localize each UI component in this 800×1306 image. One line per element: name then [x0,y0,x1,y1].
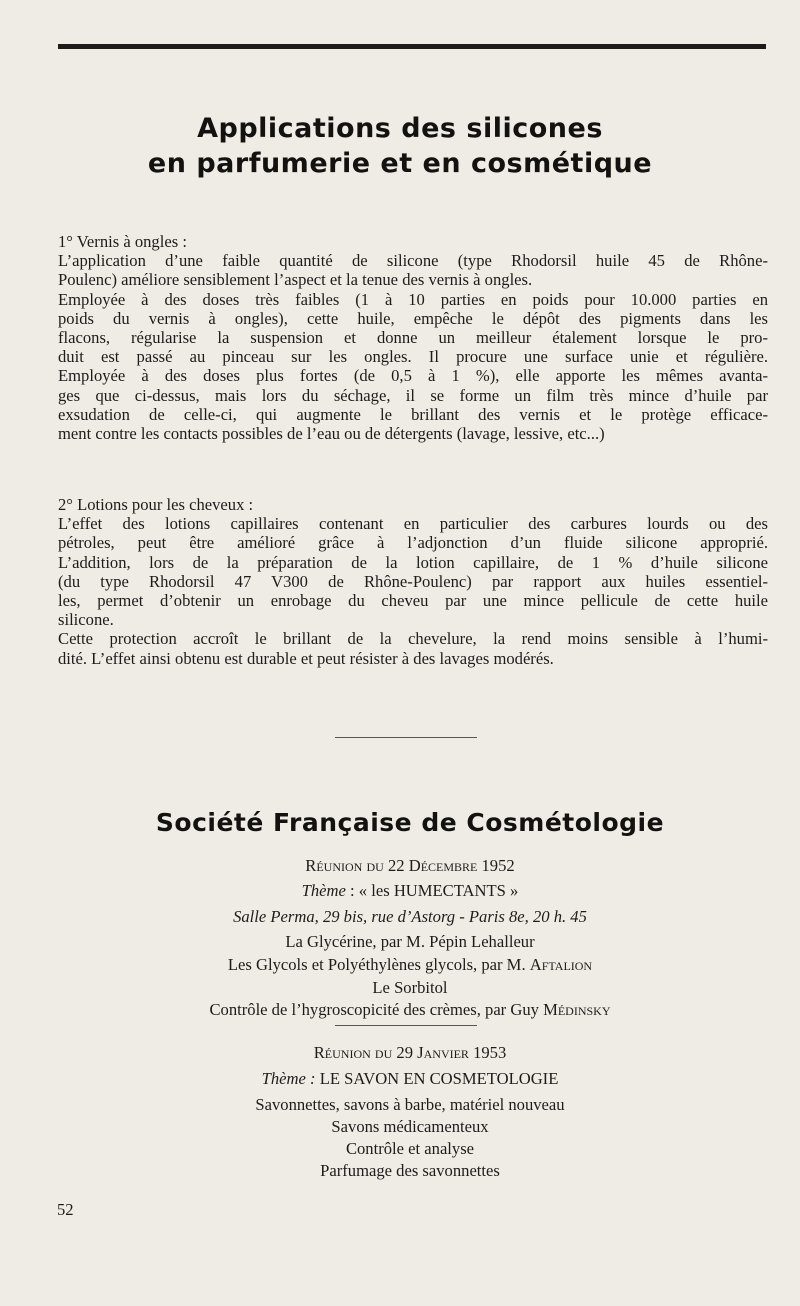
meeting1-theme-label: Thème [301,881,346,900]
text-line: ment contre les contacts possibles de l’eau ou de détergents (lavage, lessive, etc...) [58,424,605,444]
society-title: Société Française de Cosmétologie [155,808,665,837]
meeting2-item: Parfumage des savonnettes [320,1161,500,1180]
text-line: dité. L’effet ainsi obtenu est durable et peut résister à des lavages modérés. [58,648,554,668]
section-divider [335,737,477,738]
meeting1-talk [40,955,780,975]
text-line: L’application d’une faible quantité de silicone (type Rhodorsil huile 45 de Rhône- [58,251,768,271]
text-line: (du type Rhodorsil 47 V300 de Rhône-Poulenc) par rapport aux huiles essentiel- [58,571,768,591]
text-line: exsudation de celle-ci, qui augmente le brillant des vernis et le protège efficace- [58,404,768,424]
text-line: flacons, régularise la suspension et donne un meilleur étalement lorsque le pro- [58,328,768,348]
meeting-divider [335,1025,477,1026]
talk-text: La Glycérine, par M. Pépin Lehalleur [285,932,535,951]
talk-text: Les Glycols et Polyéthylènes glycols, par M. [227,955,530,974]
meeting2-theme-text: LE SAVON EN COSMETOLOGIE [315,1069,559,1088]
text-line: Employée à des doses plus fortes (de 0,5 à 1 %), elle apporte les mêmes avanta- [58,366,768,386]
text-line: silicone. [58,610,114,630]
meeting2-item: Contrôle et analyse [345,1139,475,1158]
meeting2-heading: Réunion du 29 Janvier 1953 [313,1043,507,1062]
text-line: les, permet d’obtenir un enrobage du cheveu par une mince pellicule de cette huile [58,591,768,611]
meeting2-theme [40,1069,780,1089]
meeting1-venue: Salle Perma, 29 bis, rue d’Astorg - Paris 8e, 20 h. 45 [233,907,587,926]
text-line: Employée à des doses très faibles (1 à 10 parties en poids pour 10.000 parties en [58,289,768,309]
meeting2-theme-label: Thème : [261,1069,316,1088]
text-line: poids du vernis à ongles), cette huile, empêche le dépôt des pigments dans les [58,308,768,328]
text-line: 2° Lotions pour les cheveux : [58,495,254,514]
meeting1-talk [40,932,780,952]
text-line: L’addition, lors de la préparation de la lotion capillaire, de 1 % d’huile silicone [58,552,768,572]
page-number: 52 [57,1200,74,1219]
meeting2-item: Savonnettes, savons à barbe, matériel nouveau [255,1095,565,1114]
text-line: Cette protection accroît le brillant de la chevelure, la rend moins sensible à l’humi- [58,629,768,649]
text-line: pétroles, peut être amélioré grâce à l’adjonction d’un fluide silicone approprié. [58,533,768,553]
text-line: Poulenc) améliore sensiblement l’aspect et la tenue des vernis à ongles. [58,270,533,290]
meeting1-theme [40,881,780,901]
meeting2-item: Savons médicamenteux [331,1117,489,1136]
talk-text: Le Sorbitol [372,978,448,997]
top-rule [58,44,766,49]
talk-author: Médinsky [543,1000,611,1019]
talk-author: Aftalion [529,955,593,974]
section-hair-lotions [58,495,768,668]
meeting1-talk [40,978,780,998]
meeting1-talk [40,1000,780,1020]
meeting1-theme-text: : « les HUMECTANTS » [345,881,519,900]
article-title-line2: en parfumerie et en cosmétique [147,148,653,179]
text-line: duit est passé au pinceau sur les ongles. Il procure une surface unie et régulière. [58,347,768,367]
section-nail-varnish [58,232,768,443]
text-line: ges que ci-dessus, mais lors du séchage, il se forme un film très mince d’huile par [58,385,768,405]
text-line: L’effet des lotions capillaires contenant en particulier des carbures lourds ou des [58,514,768,534]
article-title-line1: Applications des silicones [197,113,603,144]
meeting1-heading: Réunion du 22 Décembre 1952 [305,856,515,875]
talk-text: Contrôle de l’hygroscopicité des crèmes, par Guy [209,1000,544,1019]
text-line: 1° Vernis à ongles : [58,232,187,251]
